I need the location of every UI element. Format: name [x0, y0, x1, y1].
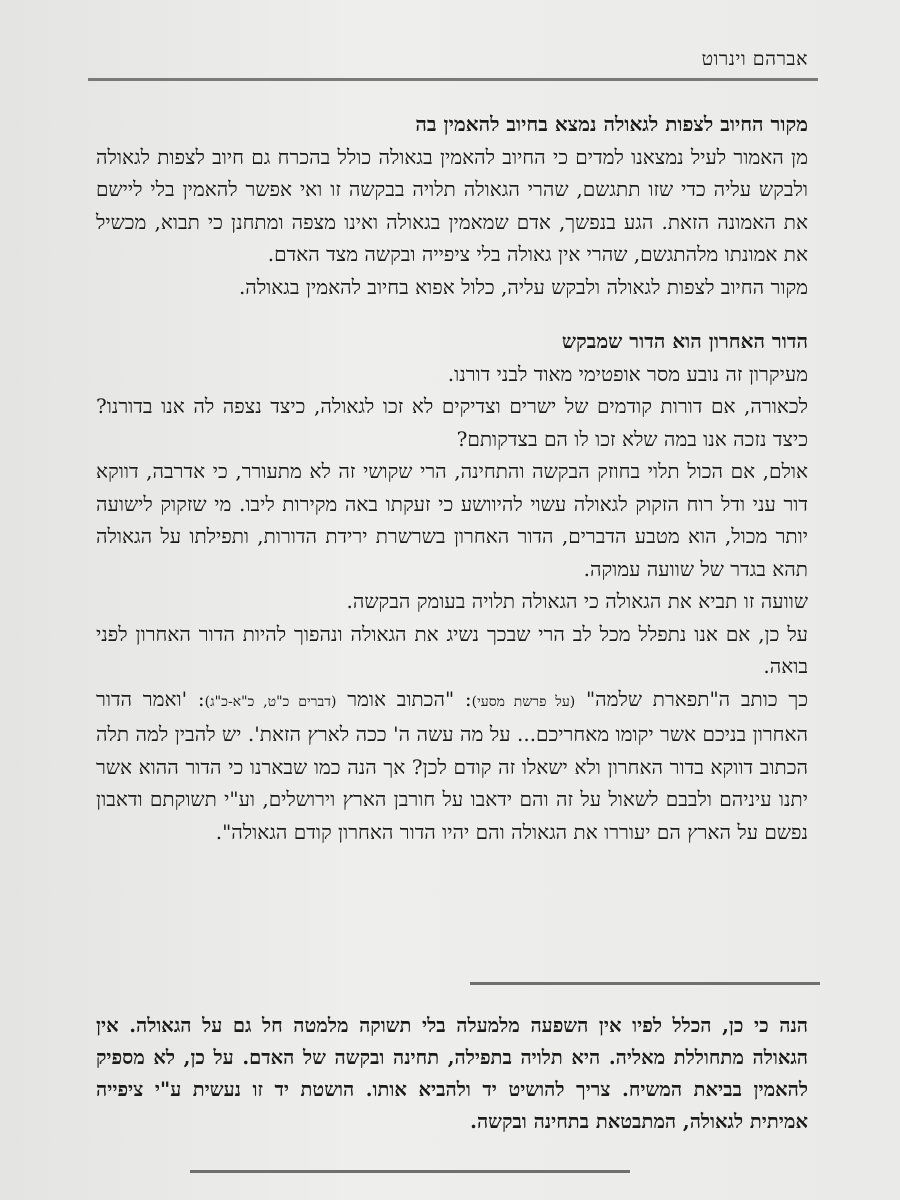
- main-text: [96, 108, 808, 848]
- section-heading-2: הדור האחרון הוא הדור שמבקש: [561, 329, 808, 353]
- header-rule: [88, 78, 818, 81]
- running-head: אברהם וינרוט: [701, 48, 808, 70]
- citation: (דברים כ"ט, כ"א-כ"ג): [204, 693, 337, 710]
- section-spacer: [96, 303, 808, 325]
- paragraph: מעיקרון זה נובע מסר אופטימי מאוד לבני דורנו.: [447, 361, 808, 386]
- quote-paragraph: [96, 683, 808, 849]
- summary-box: [96, 1010, 808, 1138]
- citation: (על פרשת מסעי): [471, 693, 576, 710]
- paragraph: שוועה זו תביא את הגאולה כי הגאולה תלויה בעומק הבקשה.: [346, 589, 808, 613]
- quote-text: : 'ואמר הדור האחרון בניכם אשר יקומו מאחריכם... על מה עשה ה' ככה לארץ הזאת'. יש להבין למה תלה הכתוב דווקא בדור האחרון ולא ישאלו זה קודם לכן? אך הנה כמו שבארנו כי הדור ההוא אשר יתנו עיניהם ולבבם לשאול על זה והם ידאבו על חורבן הארץ וירושלים, וע"י תשוקתם ודאבון נפשם על הארץ הם יעוררו את הגאולה והם יהיו הדור האחרון קודם הגאולה".: [96, 686, 808, 844]
- section-heading-1: מקור החיוב לצפות לגאולה נמצא בחיוב להאמין בה: [415, 112, 808, 136]
- paragraph: לכאורה, אם דורות קודמים של ישרים וצדיקים לא זכו לגאולה, כיצד נצפה לה אנו בדורנו? כיצד נזכה אנו במה שלא זכו לו הם בצדקותם?: [96, 394, 808, 451]
- paragraph: אולם, אם הכול תלוי בחוזק הבקשה והתחינה, הרי שקושי זה לא מתעורר, כי אדרבה, דווקא דור עני ודל רוח הזקוק לגאולה עשוי להיוושע כי זעקתו באה מקירות ליבו. מי שזקוק לישועה יותר מכול, הוא מטבע הדברים, הדור האחרון בשרשרת ירידת הדורות, ותפילתו על הגאולה תהא בגדר של שוועה עמוקה.: [96, 459, 808, 581]
- paragraph: על כן, אם אנו נתפלל מכל לב הרי שבכך נשיג את הגאולה ונהפוך להיות הדור האחרון לפני בואה.: [96, 621, 808, 678]
- divider-rule: [470, 982, 820, 985]
- quote-text: : "הכתוב אומר: [347, 686, 472, 711]
- divider-rule-bottom: [190, 1170, 630, 1173]
- paragraph: מקור החיוב לצפות לגאולה ולבקש עליה, כלול אפוא בחיוב להאמין בגאולה.: [238, 274, 808, 299]
- summary-text: הנה כי כן, הכלל לפיו אין השפעה מלמעלה בלי תשוקה מלמטה חל גם על הגאולה. אין הגאולה מתחוללת מאליה. היא תלויה בתפילה, תחינה ובקשה של האדם. על כן, לא מספיק להאמין בביאת המשיח. צריך להושיט יד ולהביא אותו. הושטת יד זו נעשית ע"י ציפייה אמיתית לגאולה, המתבטאת בתחינה ובקשה.: [96, 1014, 808, 1133]
- quote-intro: כך כותב ה"תפארת שלמה": [585, 686, 808, 711]
- paragraph: מן האמור לעיל נמצאנו למדים כי החיוב להאמין בגאולה כולל בהכרח גם חיוב לצפות לגאולה ולבקש עליה כדי שזו תתגשם, שהרי הגאולה תלויה בבקשה זו ואי אפשר להאמין בלי ליישם את האמונה הזאת. הגע בנפשך, אדם שמאמין בגאולה ואינו מצפה ומתחנן כי תבוא, מכשיל את אמונתו מלהתגשם, שהרי אין גאולה בלי ציפייה ובקשה מצד האדם.: [96, 144, 808, 266]
